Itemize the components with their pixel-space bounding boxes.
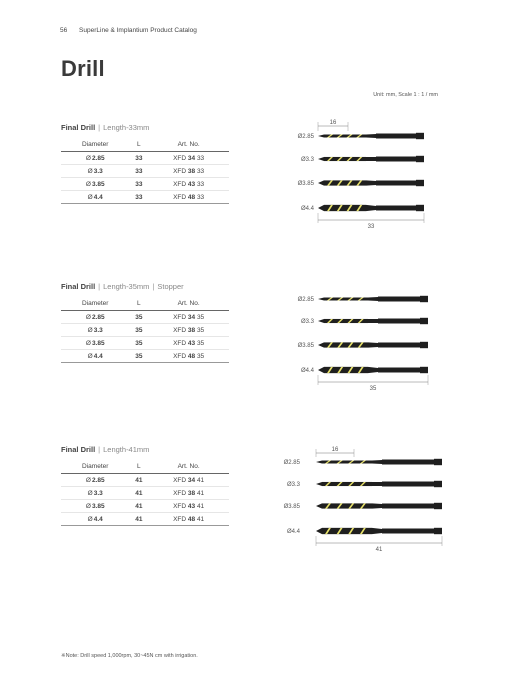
col-length: L xyxy=(129,297,148,311)
separator: | xyxy=(98,123,101,132)
section-title-35 xyxy=(61,282,184,291)
diameter-value: 3.85 xyxy=(91,180,105,188)
drill-neck xyxy=(368,319,378,323)
art-length: 35 xyxy=(196,313,205,321)
diameter-value: 3.3 xyxy=(93,167,103,175)
art-size: 48 xyxy=(187,193,196,201)
diameter-value: 2.85 xyxy=(91,154,105,162)
drill-neck xyxy=(368,297,378,301)
art-length: 35 xyxy=(196,326,205,334)
diameter-value: 3.85 xyxy=(91,339,105,347)
diameter-cell xyxy=(61,311,129,324)
diameter-symbol-icon: Ø xyxy=(85,502,91,510)
art-size: 38 xyxy=(187,167,196,175)
page-header xyxy=(60,27,197,34)
drill-figure-35 xyxy=(280,290,440,390)
drill-tip xyxy=(318,180,324,185)
drill-tip xyxy=(318,205,324,211)
art-length: 41 xyxy=(196,502,205,510)
diameter-cell xyxy=(61,513,129,526)
diameter-cell xyxy=(61,324,129,337)
top-dimension: 16 xyxy=(329,120,337,126)
art-prefix: XFD xyxy=(173,489,187,497)
art-prefix: XFD xyxy=(173,193,187,201)
section-sub2: Stopper xyxy=(157,282,184,291)
drill-icon xyxy=(318,133,424,139)
drill-icon xyxy=(318,342,428,348)
table-row xyxy=(61,500,229,513)
diameter-value: 4.4 xyxy=(93,193,103,201)
diameter-symbol-icon: Ø xyxy=(87,326,93,334)
drill-neck xyxy=(368,367,378,373)
table-row xyxy=(61,337,229,350)
col-art-no: Art. No. xyxy=(148,460,229,474)
art-prefix: XFD xyxy=(173,502,187,510)
art-no-cell xyxy=(148,191,229,204)
length-cell: 41 xyxy=(129,474,148,487)
separator: | xyxy=(152,282,155,291)
drill-end xyxy=(420,342,428,348)
drill-tip xyxy=(318,298,324,301)
art-prefix: XFD xyxy=(173,352,187,360)
drill-end xyxy=(434,459,442,465)
diameter-label: Ø2.85 xyxy=(297,297,314,303)
diameter-cell xyxy=(61,337,129,350)
drill-neck xyxy=(366,205,376,211)
length-cell: 41 xyxy=(129,513,148,526)
art-length: 41 xyxy=(196,515,205,523)
diameter-label: Ø4.4 xyxy=(300,368,314,374)
drill-tip xyxy=(318,157,324,161)
drill-tip xyxy=(316,528,322,534)
drill-tip xyxy=(316,503,322,508)
art-length: 35 xyxy=(196,352,205,360)
art-length: 35 xyxy=(196,339,205,347)
diameter-label: Ø2.85 xyxy=(297,134,314,140)
drill-neck xyxy=(372,528,382,534)
col-diameter: Diameter xyxy=(61,297,129,311)
diameter-symbol-icon: Ø xyxy=(85,180,91,188)
drill-neck xyxy=(368,342,378,347)
art-no-cell xyxy=(148,324,229,337)
drill-tip xyxy=(318,135,324,138)
diameter-label: Ø3.85 xyxy=(297,343,314,349)
diameter-symbol-icon: Ø xyxy=(85,476,91,484)
art-length: 41 xyxy=(196,476,205,484)
diameter-symbol-icon: Ø xyxy=(87,167,93,175)
art-size: 48 xyxy=(187,515,196,523)
drill-end xyxy=(416,205,424,211)
art-length: 41 xyxy=(196,489,205,497)
diameter-symbol-icon: Ø xyxy=(85,154,91,162)
drill-figure-41 xyxy=(270,442,440,552)
drill-end xyxy=(416,156,424,162)
art-size: 34 xyxy=(187,154,196,162)
col-length: L xyxy=(129,138,148,152)
length-cell: 33 xyxy=(129,191,148,204)
art-size: 43 xyxy=(187,180,196,188)
art-prefix: XFD xyxy=(173,313,187,321)
drill-shank xyxy=(382,529,442,534)
table-row xyxy=(61,178,229,191)
diameter-label: Ø2.85 xyxy=(283,460,300,466)
art-length: 33 xyxy=(196,180,205,188)
drill-icon xyxy=(318,367,428,373)
diameter-symbol-icon: Ø xyxy=(87,489,93,497)
art-no-cell xyxy=(148,152,229,165)
diameter-cell xyxy=(61,487,129,500)
diameter-label: Ø3.85 xyxy=(283,504,300,510)
section-title-33 xyxy=(61,123,149,132)
drill-icon xyxy=(318,180,424,186)
drill-icon xyxy=(316,459,442,465)
drill-tip xyxy=(318,367,324,373)
art-size: 34 xyxy=(187,313,196,321)
diameter-cell xyxy=(61,191,129,204)
drill-end xyxy=(434,528,442,534)
drill-neck xyxy=(372,482,382,486)
drill-icon xyxy=(318,318,428,324)
diameter-cell xyxy=(61,165,129,178)
spec-table-41 xyxy=(61,460,229,526)
diameter-cell xyxy=(61,350,129,363)
art-no-cell xyxy=(148,337,229,350)
drill-neck xyxy=(366,134,376,138)
drill-neck xyxy=(366,157,376,161)
section-sub: Length-33mm xyxy=(103,123,150,132)
col-diameter: Diameter xyxy=(61,460,129,474)
art-no-cell xyxy=(148,474,229,487)
section-sub: Length-35mm xyxy=(103,282,150,291)
spec-table-33 xyxy=(61,138,229,204)
diameter-value: 3.85 xyxy=(91,502,105,510)
drill-icon xyxy=(316,528,442,534)
art-length: 33 xyxy=(196,154,205,162)
drill-end xyxy=(434,481,442,487)
diameter-cell xyxy=(61,152,129,165)
col-diameter: Diameter xyxy=(61,138,129,152)
table-row xyxy=(61,311,229,324)
length-cell: 33 xyxy=(129,178,148,191)
catalog-title: SuperLine & Implantium Product Catalog xyxy=(79,27,197,34)
section-title-41 xyxy=(61,445,149,454)
table-row xyxy=(61,191,229,204)
art-length: 33 xyxy=(196,167,205,175)
art-length: 33 xyxy=(196,193,205,201)
section-name: Final Drill xyxy=(61,282,96,291)
bottom-dimension: 33 xyxy=(367,224,375,230)
drill-end xyxy=(416,180,424,186)
table-header-row xyxy=(61,297,229,311)
art-prefix: XFD xyxy=(173,476,187,484)
diameter-cell xyxy=(61,474,129,487)
length-cell: 33 xyxy=(129,152,148,165)
art-size: 43 xyxy=(187,339,196,347)
diameter-value: 2.85 xyxy=(91,313,105,321)
diameter-label: Ø3.85 xyxy=(297,181,314,187)
diameter-label: Ø3.3 xyxy=(286,482,300,488)
diameter-value: 4.4 xyxy=(93,515,103,523)
drill-end xyxy=(416,133,424,139)
top-dimension: 16 xyxy=(331,447,339,453)
drill-shank xyxy=(382,504,442,509)
diameter-symbol-icon: Ø xyxy=(85,313,91,321)
art-prefix: XFD xyxy=(173,326,187,334)
drill-icon xyxy=(318,156,424,162)
separator: | xyxy=(98,282,101,291)
separator: | xyxy=(98,445,101,454)
spec-table-35 xyxy=(61,297,229,363)
drill-icon xyxy=(318,205,424,211)
art-no-cell xyxy=(148,165,229,178)
art-size: 38 xyxy=(187,326,196,334)
length-cell: 35 xyxy=(129,350,148,363)
diameter-symbol-icon: Ø xyxy=(87,352,93,360)
diameter-value: 3.3 xyxy=(93,326,103,334)
page-title: Drill xyxy=(61,56,105,81)
length-cell: 35 xyxy=(129,311,148,324)
diameter-symbol-icon: Ø xyxy=(85,339,91,347)
drill-shank xyxy=(382,482,442,487)
table-row xyxy=(61,474,229,487)
section-sub: Length-41mm xyxy=(103,445,150,454)
col-art-no: Art. No. xyxy=(148,297,229,311)
col-length: L xyxy=(129,460,148,474)
drill-tip xyxy=(318,319,324,323)
diameter-value: 3.3 xyxy=(93,489,103,497)
drill-icon xyxy=(316,481,442,487)
art-no-cell xyxy=(148,311,229,324)
drill-neck xyxy=(372,460,382,464)
section-name: Final Drill xyxy=(61,123,96,132)
length-cell: 41 xyxy=(129,487,148,500)
art-size: 43 xyxy=(187,502,196,510)
unit-scale: Unit: mm, Scale 1 : 1 / mm xyxy=(373,92,438,98)
drill-figure-33 xyxy=(280,116,440,232)
diameter-label: Ø4.4 xyxy=(300,206,314,212)
table-row xyxy=(61,487,229,500)
art-no-cell xyxy=(148,500,229,513)
table-row xyxy=(61,350,229,363)
table-header-row xyxy=(61,138,229,152)
drill-icon xyxy=(318,296,428,302)
drill-end xyxy=(420,367,428,373)
art-size: 48 xyxy=(187,352,196,360)
length-cell: 33 xyxy=(129,165,148,178)
drill-tip xyxy=(316,482,322,486)
col-art-no: Art. No. xyxy=(148,138,229,152)
art-prefix: XFD xyxy=(173,167,187,175)
table-row xyxy=(61,513,229,526)
bottom-dimension: 41 xyxy=(375,547,383,553)
art-prefix: XFD xyxy=(173,180,187,188)
diameter-cell xyxy=(61,500,129,513)
table-row xyxy=(61,152,229,165)
art-size: 38 xyxy=(187,489,196,497)
section-name: Final Drill xyxy=(61,445,96,454)
length-cell: 41 xyxy=(129,500,148,513)
diameter-label: Ø3.3 xyxy=(300,319,314,325)
length-cell: 35 xyxy=(129,324,148,337)
table-header-row xyxy=(61,460,229,474)
diameter-value: 4.4 xyxy=(93,352,103,360)
bottom-dimension: 35 xyxy=(369,386,377,392)
diameter-symbol-icon: Ø xyxy=(87,515,93,523)
drill-neck xyxy=(372,503,382,508)
drill-end xyxy=(434,503,442,509)
drill-end xyxy=(420,318,428,324)
drill-end xyxy=(420,296,428,302)
drill-tip xyxy=(316,461,322,464)
art-prefix: XFD xyxy=(173,339,187,347)
footnote: ※Note: Drill speed 1,000rpm, 30~45N cm with irrigation. xyxy=(61,653,198,659)
art-no-cell xyxy=(148,350,229,363)
table-row xyxy=(61,324,229,337)
diameter-label: Ø3.3 xyxy=(300,157,314,163)
art-prefix: XFD xyxy=(173,154,187,162)
drill-shank xyxy=(382,460,442,465)
art-no-cell xyxy=(148,513,229,526)
table-row xyxy=(61,165,229,178)
art-prefix: XFD xyxy=(173,515,187,523)
length-cell: 35 xyxy=(129,337,148,350)
art-size: 34 xyxy=(187,476,196,484)
art-no-cell xyxy=(148,487,229,500)
diameter-label: Ø4.4 xyxy=(286,529,300,535)
drill-neck xyxy=(366,180,376,185)
art-no-cell xyxy=(148,178,229,191)
diameter-symbol-icon: Ø xyxy=(87,193,93,201)
drill-icon xyxy=(316,503,442,509)
page-number: 56 xyxy=(60,27,68,34)
diameter-value: 2.85 xyxy=(91,476,105,484)
diameter-cell xyxy=(61,178,129,191)
drill-tip xyxy=(318,342,324,347)
